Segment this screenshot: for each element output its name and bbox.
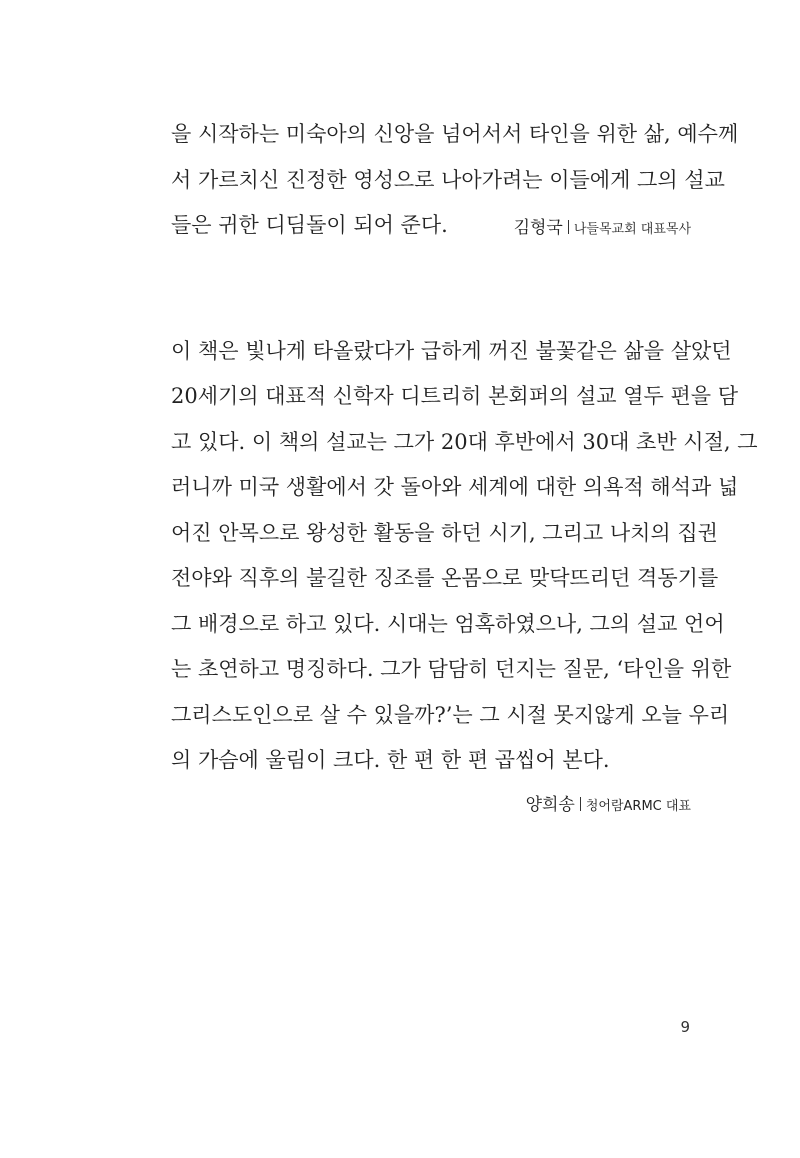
paragraph-line: 그리스도인으로 살 수 있을까?’는 그 시절 못지않게 오늘 우리	[171, 703, 730, 727]
paragraph-line: 의 가슴에 울림이 크다. 한 편 한 편 곱씹어 본다.	[171, 748, 610, 772]
paragraph-line: 들은 귀한 디딤돌이 되어 준다.	[171, 213, 448, 237]
paragraph-line: 전야와 직후의 불길한 징조를 온몸으로 맞닥뜨리던 격동기를	[171, 566, 719, 590]
paragraph-line: 고 있다. 이 책의 설교는 그가 20대 후반에서 30대 초반 시절, 그	[171, 430, 758, 454]
separator	[580, 797, 581, 811]
endorser-title: 청어람ARMC 대표	[585, 799, 691, 814]
separator	[568, 220, 569, 234]
paragraph-line: 서 가르치신 진정한 영성으로 나아가려는 이들에게 그의 설교	[171, 168, 725, 192]
page-number: 9	[680, 1018, 690, 1036]
paragraph-line: 20세기의 대표적 신학자 디트리히 본회퍼의 설교 열두 편을 담	[171, 384, 738, 408]
paragraph-line: 을 시작하는 미숙아의 신앙을 넘어서서 타인을 위한 삶, 예수께	[171, 122, 739, 146]
endorsement-attribution	[526, 790, 691, 815]
endorser-title: 나들목교회 대표목사	[573, 222, 691, 237]
paragraph-line: 러니까 미국 생활에서 갓 돌아와 세계에 대한 의욕적 해석과 넓	[171, 475, 739, 499]
endorser-name: 양희송	[525, 795, 575, 815]
paragraph-line: 는 초연하고 명징하다. 그가 담담히 던지는 질문, ‘타인을 위한	[171, 657, 732, 681]
paragraph-line: 이 책은 빛나게 타올랐다가 급하게 꺼진 불꽃같은 삶을 살았던	[171, 339, 732, 363]
endorsement-attribution	[514, 213, 691, 238]
endorser-name: 김형국	[513, 218, 563, 238]
paragraph-line: 어진 안목으로 왕성한 활동을 하던 시기, 그리고 나치의 집권	[171, 521, 718, 545]
paragraph-line: 그 배경으로 하고 있다. 시대는 엄혹하였으나, 그의 설교 언어	[171, 612, 725, 636]
